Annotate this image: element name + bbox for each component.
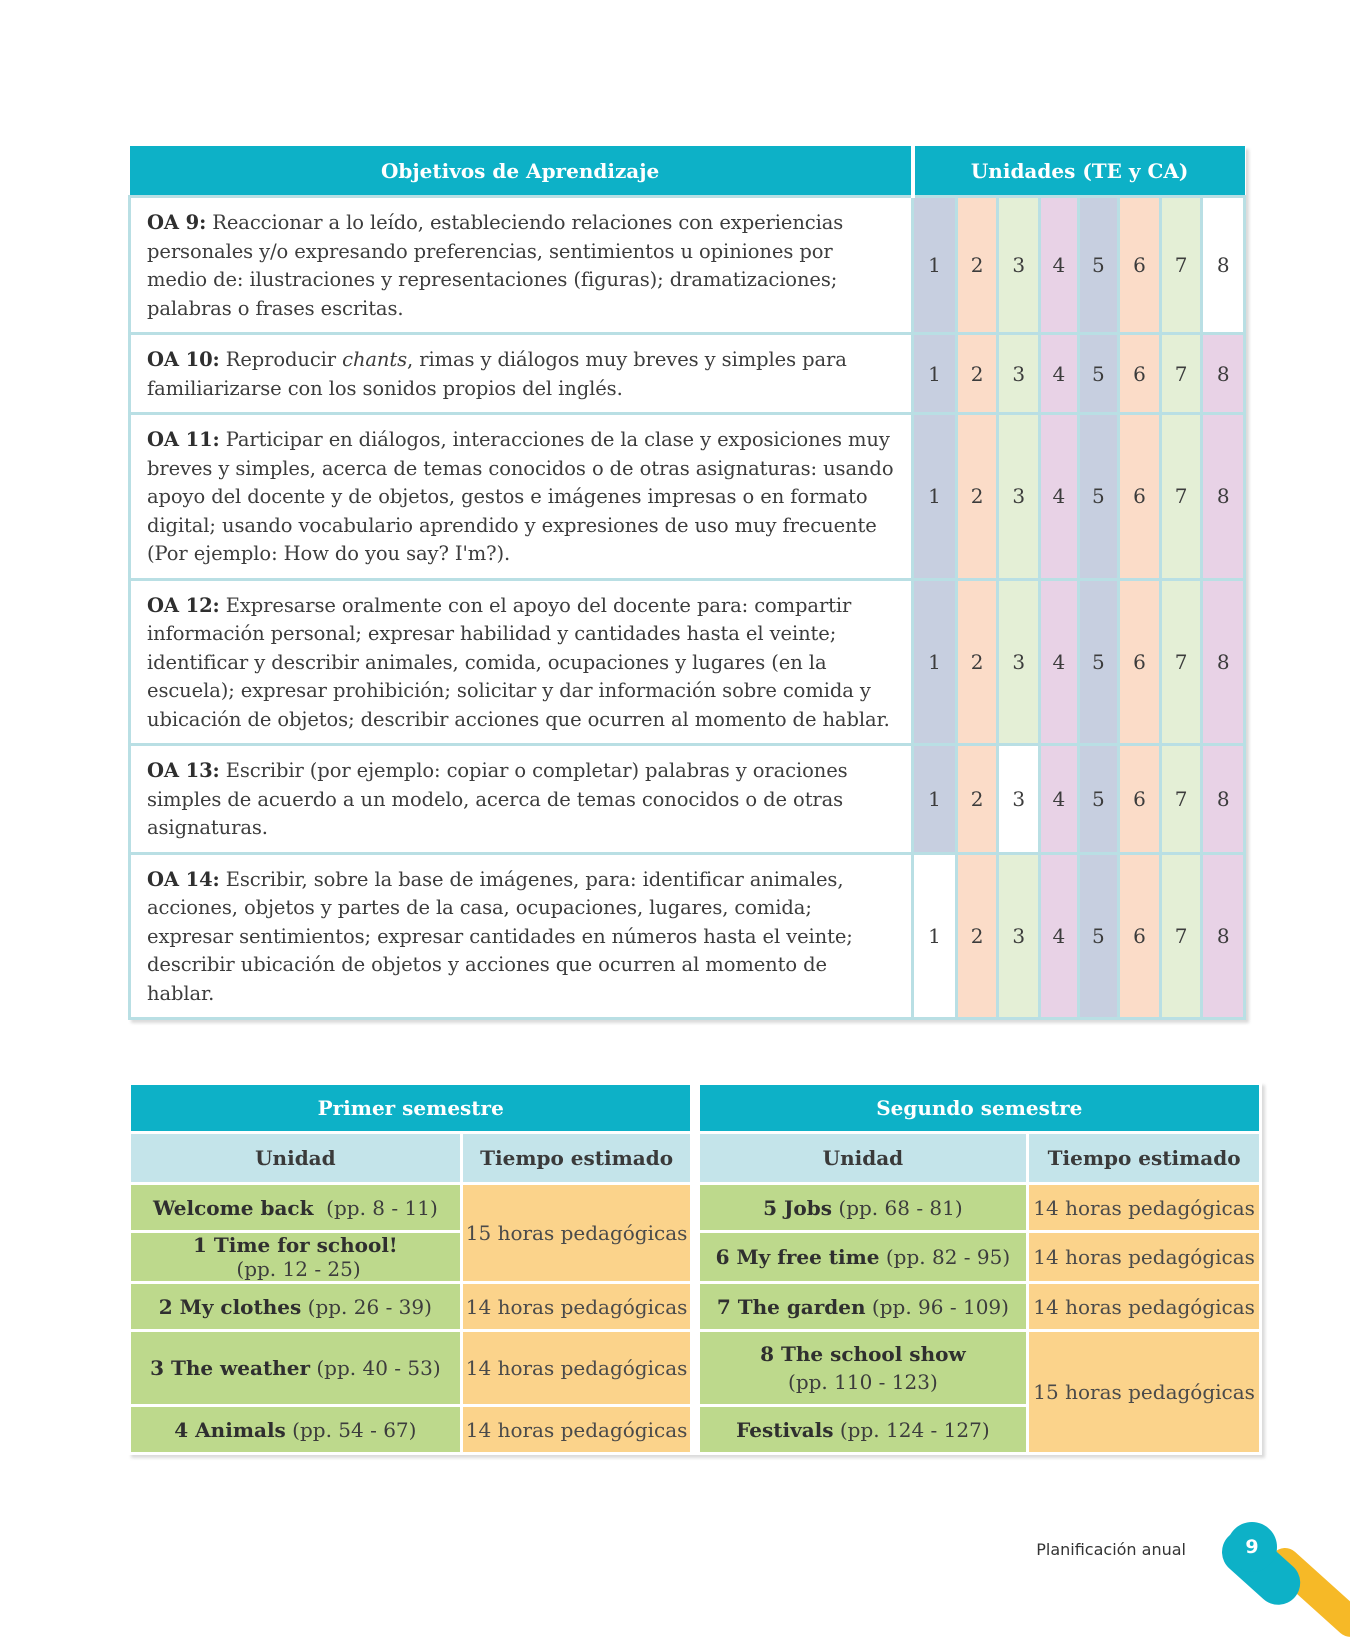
unit-cell-6: 6 [1119, 853, 1161, 1019]
unit-cell-2: 2 [956, 579, 998, 745]
oa-row [130, 334, 1245, 414]
semester-header-row [130, 1084, 1261, 1133]
unit-cell-4: 4 [1040, 579, 1079, 745]
column-header-row [130, 1133, 1261, 1184]
unit-name: 5 Jobs [763, 1195, 833, 1220]
oa-code: OA 14: [147, 867, 220, 891]
unit-cell-2: 2 [956, 745, 998, 854]
unit-cell-4: 4 [1040, 414, 1079, 580]
oa-table-body [130, 197, 1245, 1019]
oa-row [130, 197, 1245, 334]
oa-code: OA 12: [147, 593, 220, 617]
unit-cell-2: 2 [956, 334, 998, 414]
unit-cell-1: 1 [913, 579, 957, 745]
oa-table-header [130, 146, 1245, 197]
unit-cell-1: 1 [913, 853, 957, 1019]
time-cell: 14 horas pedagógicas [461, 1406, 692, 1454]
unit-cell-8: 8 [1202, 334, 1245, 414]
unit-cell-5: 5 [1078, 853, 1119, 1019]
unit-cell-8: 8 [1202, 197, 1245, 334]
unit-cell-jobs [698, 1184, 1028, 1232]
unit-cell-5: 5 [1078, 579, 1119, 745]
unit-name: 1 Time for school! [193, 1233, 398, 1257]
unit-cell-7: 7 [1160, 197, 1202, 334]
oa-text: Escribir, sobre la base de imágenes, para: identificar animales, acciones, objetos y partes de la casa, ocupaciones, lugares, comida; expresar sentimientos; expresar cantidades en números hasta el veinte; describir ubicación de objetos y acciones que ocurren al momento de hablar. [147, 867, 859, 1005]
unit-cell-7: 7 [1160, 745, 1202, 854]
time-cell: 14 horas pedagógicas [461, 1283, 692, 1331]
unit-cell-3: 3 [998, 853, 1040, 1019]
oa-text: Expresarse oralmente con el apoyo del docente para: compartir información personal; expresar habilidad y cantidades hasta el veinte; identificar y describir animales, comida, ocupaciones y lugares (en la escuela); expresar prohibición; solicitar y dar información sobre comida y ubicación de objetos; describir acciones que ocurren al momento de hablar. [147, 593, 890, 731]
unit-cell-the-school-show [698, 1331, 1028, 1406]
second-semester-title: Segundo semestre [698, 1084, 1260, 1133]
unit-cell-3: 3 [998, 334, 1040, 414]
unit-cell-6: 6 [1119, 334, 1161, 414]
unit-cell-4: 4 [1040, 853, 1079, 1019]
unit-pages: (pp. 12 - 25) [230, 1257, 361, 1281]
unit-name: 7 The garden [716, 1294, 866, 1319]
oa-description [130, 579, 913, 745]
unit-cell-1: 1 [913, 414, 957, 580]
first-unit-column-header: Unidad [130, 1133, 462, 1184]
unit-cell-7: 7 [1160, 579, 1202, 745]
semester-row [130, 1331, 1261, 1406]
unit-cell-2: 2 [956, 853, 998, 1019]
unit-name: 3 The weather [150, 1356, 310, 1380]
unit-name: Festivals [736, 1417, 834, 1442]
unit-cell-1: 1 [913, 334, 957, 414]
oa-row [130, 853, 1245, 1019]
oa-text: Reaccionar a lo leído, estableciendo relaciones con experiencias personales y/o expresando preferencias, sentimientos u opiniones por medio de: ilustraciones y representaciones (figuras); dramatizaciones; palabras o frases escritas. [147, 211, 850, 320]
time-cell: 14 horas pedagógicas [1028, 1283, 1261, 1331]
units-header: Unidades (TE y CA) [913, 146, 1245, 197]
unit-pages: (pp. 124 - 127) [833, 1417, 990, 1442]
time-cell: 15 horas pedagógicas [461, 1184, 692, 1283]
oa-code: OA 11: [147, 428, 220, 451]
unit-cell-4: 4 [1040, 334, 1079, 414]
oa-code: OA 9: [147, 211, 207, 234]
time-cell: 14 horas pedagógicas [461, 1331, 692, 1406]
first-semester-title: Primer semestre [130, 1084, 692, 1133]
objectives-header: Objetivos de Aprendizaje [130, 146, 913, 197]
unit-pages: (pp. 40 - 53) [310, 1356, 441, 1380]
semester-plan-table [128, 1082, 1262, 1455]
semester-row [130, 1232, 1261, 1283]
oa-code: OA 13: [147, 759, 220, 782]
unit-cell-6: 6 [1119, 745, 1161, 854]
unit-cell-1: 1 [913, 745, 957, 854]
unit-cell-welcome-back [130, 1184, 462, 1232]
unit-cell-5: 5 [1078, 745, 1119, 854]
oa-code: OA 10: [147, 348, 220, 371]
unit-cell-7: 7 [1160, 334, 1202, 414]
unit-cell-7: 7 [1160, 414, 1202, 580]
semester-row [130, 1283, 1261, 1331]
semester-row [130, 1184, 1261, 1232]
oa-description [130, 197, 913, 334]
oa-text: , rimas y diálogos muy breves y simples para familiarizarse con los sonidos propios del inglés. [147, 348, 847, 400]
learning-objectives-table [128, 146, 1246, 1020]
unit-pages: (pp. 54 - 67) [285, 1417, 417, 1442]
unit-cell-5: 5 [1078, 334, 1119, 414]
oa-italic-term: chants [342, 348, 408, 371]
oa-row [130, 745, 1245, 854]
unit-cell-3: 3 [998, 197, 1040, 334]
unit-name: 8 The school show [760, 1342, 966, 1366]
unit-cell-my-clothes [130, 1283, 462, 1331]
oa-description [130, 334, 913, 414]
oa-row [130, 579, 1245, 745]
unit-cell-5: 5 [1078, 197, 1119, 334]
second-unit-column-header: Unidad [698, 1133, 1028, 1184]
time-cell: 14 horas pedagógicas [1028, 1232, 1261, 1283]
first-time-column-header: Tiempo estimado [461, 1133, 692, 1184]
second-time-column-header: Tiempo estimado [1028, 1133, 1261, 1184]
unit-cell-6: 6 [1119, 414, 1161, 580]
unit-cell-3: 3 [998, 745, 1040, 854]
unit-cell-1: 1 [913, 197, 957, 334]
time-cell: 14 horas pedagógicas [1028, 1184, 1261, 1232]
unit-name: 4 Animals [174, 1417, 286, 1442]
unit-cell-3: 3 [998, 579, 1040, 745]
unit-cell-the-garden [698, 1283, 1028, 1331]
unit-name: 2 My clothes [158, 1294, 302, 1319]
unit-cell-time-for-school [130, 1232, 462, 1283]
oa-text: Participar en diálogos, interacciones de la clase y exposiciones muy breves y simples, acerca de temas conocidos o de otras asignaturas: usando apoyo del docente y de objetos, gestos e imágenes impresas o en formato digital; usando vocabulario aprendido y expresiones de uso muy frecuente (Por ejemplo: How do you say? I'm?). [147, 428, 900, 565]
unit-pages: (pp. 68 - 81) [832, 1195, 963, 1220]
oa-text: Escribir (por ejemplo: copiar o completar) palabras y oraciones simples de acuerdo a un modelo, acerca de temas conocidos o de otras asignaturas. [147, 759, 854, 839]
unit-pages: (pp. 110 - 123) [788, 1370, 938, 1394]
unit-cell-4: 4 [1040, 197, 1079, 334]
unit-cell-7: 7 [1160, 853, 1202, 1019]
unit-cell-6: 6 [1119, 197, 1161, 334]
unit-cell-3: 3 [998, 414, 1040, 580]
page-number: 9 [1227, 1522, 1277, 1572]
unit-cell-4: 4 [1040, 745, 1079, 854]
oa-text: Reproducir [219, 348, 343, 371]
unit-cell-5: 5 [1078, 414, 1119, 580]
unit-pages: (pp. 8 - 11) [313, 1195, 438, 1220]
oa-description [130, 853, 913, 1019]
oa-description [130, 745, 913, 854]
unit-cell-animals [130, 1406, 462, 1454]
unit-name: Welcome back [152, 1195, 314, 1220]
unit-pages: (pp. 82 - 95) [879, 1245, 1011, 1269]
unit-cell-8: 8 [1202, 745, 1245, 854]
unit-cell-8: 8 [1202, 853, 1245, 1019]
unit-cell-the-weather [130, 1331, 462, 1406]
unit-cell-festivals [698, 1406, 1028, 1454]
oa-row [130, 414, 1245, 580]
unit-name: 6 My free time [715, 1245, 880, 1269]
unit-cell-8: 8 [1202, 414, 1245, 580]
unit-cell-2: 2 [956, 414, 998, 580]
unit-cell-8: 8 [1202, 579, 1245, 745]
unit-pages: (pp. 96 - 109) [865, 1294, 1009, 1319]
unit-cell-6: 6 [1119, 579, 1161, 745]
time-cell: 15 horas pedagógicas [1028, 1331, 1261, 1454]
oa-description [130, 414, 913, 580]
unit-cell-2: 2 [956, 197, 998, 334]
footer-section-label: Planificación anual [1036, 1540, 1186, 1559]
unit-cell-my-free-time [698, 1232, 1028, 1283]
unit-pages: (pp. 26 - 39) [301, 1294, 432, 1319]
